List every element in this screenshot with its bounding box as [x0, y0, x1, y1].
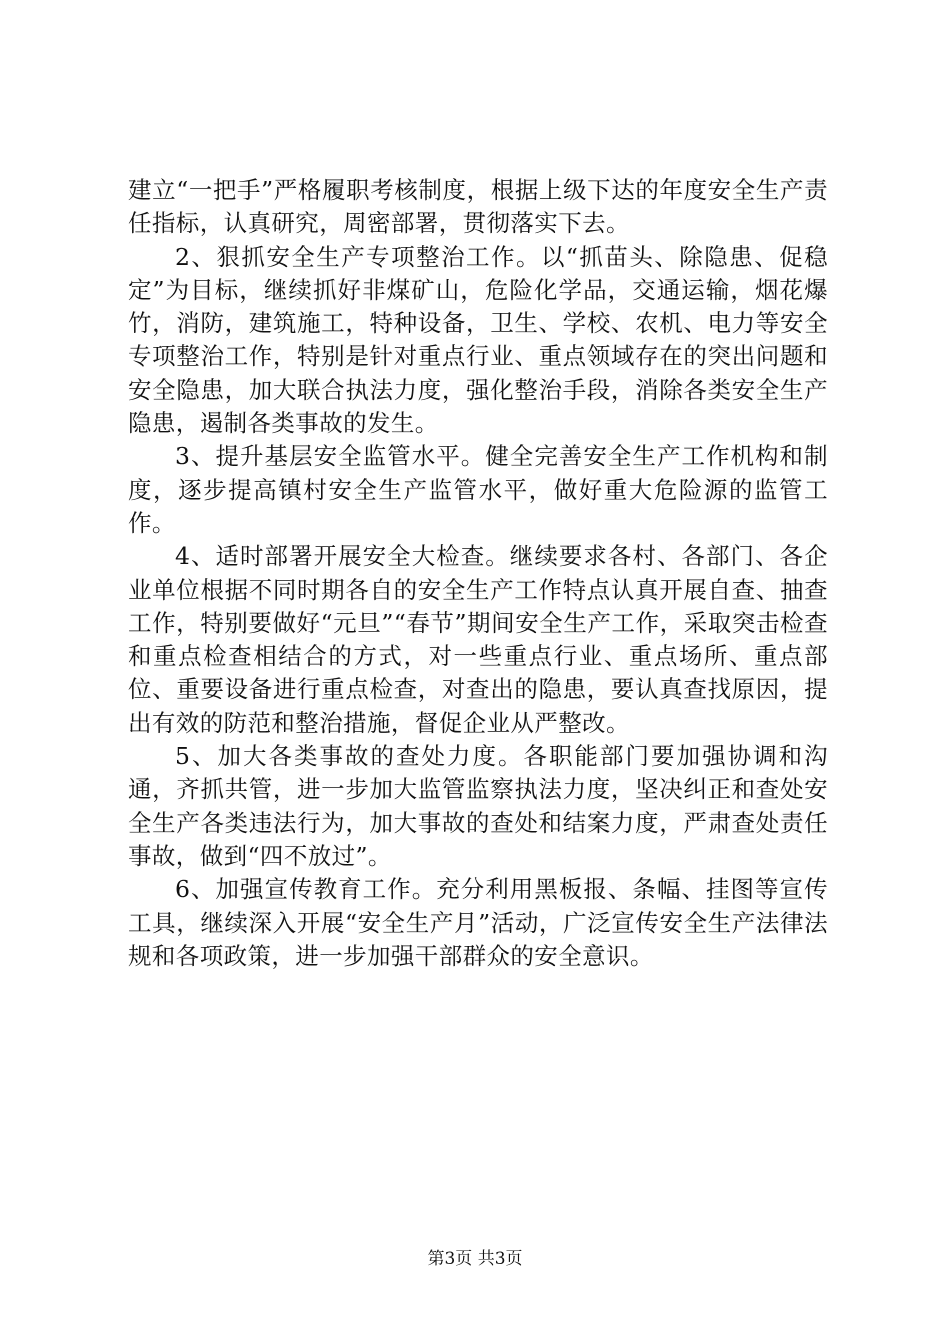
- paragraph-item-2: 2、狠抓安全生产专项整治工作。以“抓苗头、除隐患、促稳定”为目标，继续抓好非煤矿山，危险化学品，交通运输，烟花爆竹，消防，建筑施工，特种设备，卫生、学校、农机、电力等安全专项整治工作，特别是针对重点行业、重点领域存在的突出问题和安全隐患，加大联合执法力度，强化整治手段，消除各类安全生产隐患，遏制各类事故的发生。: [128, 242, 828, 438]
- paragraph-item-4: 4、适时部署开展安全大检查。继续要求各村、各部门、各企业单位根据不同时期各自的安全生产工作特点认真开展自查、抽查工作，特别要做好“元旦”“春节”期间安全生产工作，采取突击检查和重点检查相结合的方式，对一些重点行业、重点场所、重点部位、重要设备进行重点检查，对查出的隐患，要认真查找原因，提出有效的防范和整治措施，督促企业从严整改。: [128, 542, 828, 737]
- document-body: [128, 174, 828, 973]
- paragraph-item-5: 5、加大各类事故的查处力度。各职能部门要加强协调和沟通，齐抓共管，进一步加大监管监察执法力度，坚决纠正和查处安全生产各类违法行为，加大事故的查处和结案力度，严肃查处责任事故，做到“四不放过”。: [128, 742, 828, 870]
- paragraph-item-3: 3、提升基层安全监管水平。健全完善安全生产工作机构和制度，逐步提高镇村安全生产监管水平，做好重大危险源的监管工作。: [128, 442, 828, 537]
- page-number-footer: 第3页 共3页: [427, 1249, 523, 1269]
- paragraph-item-6: 6、加强宣传教育工作。充分利用黑板报、条幅、挂图等宣传工具，继续深入开展“安全生产月”活动，广泛宣传安全生产法律法规和各项政策，进一步加强干部群众的安全意识。: [128, 875, 828, 970]
- paragraph-continuation: 建立“一把手”严格履职考核制度，根据上级下达的年度安全生产责任指标，认真研究，周密部署，贯彻落实下去。: [128, 176, 828, 238]
